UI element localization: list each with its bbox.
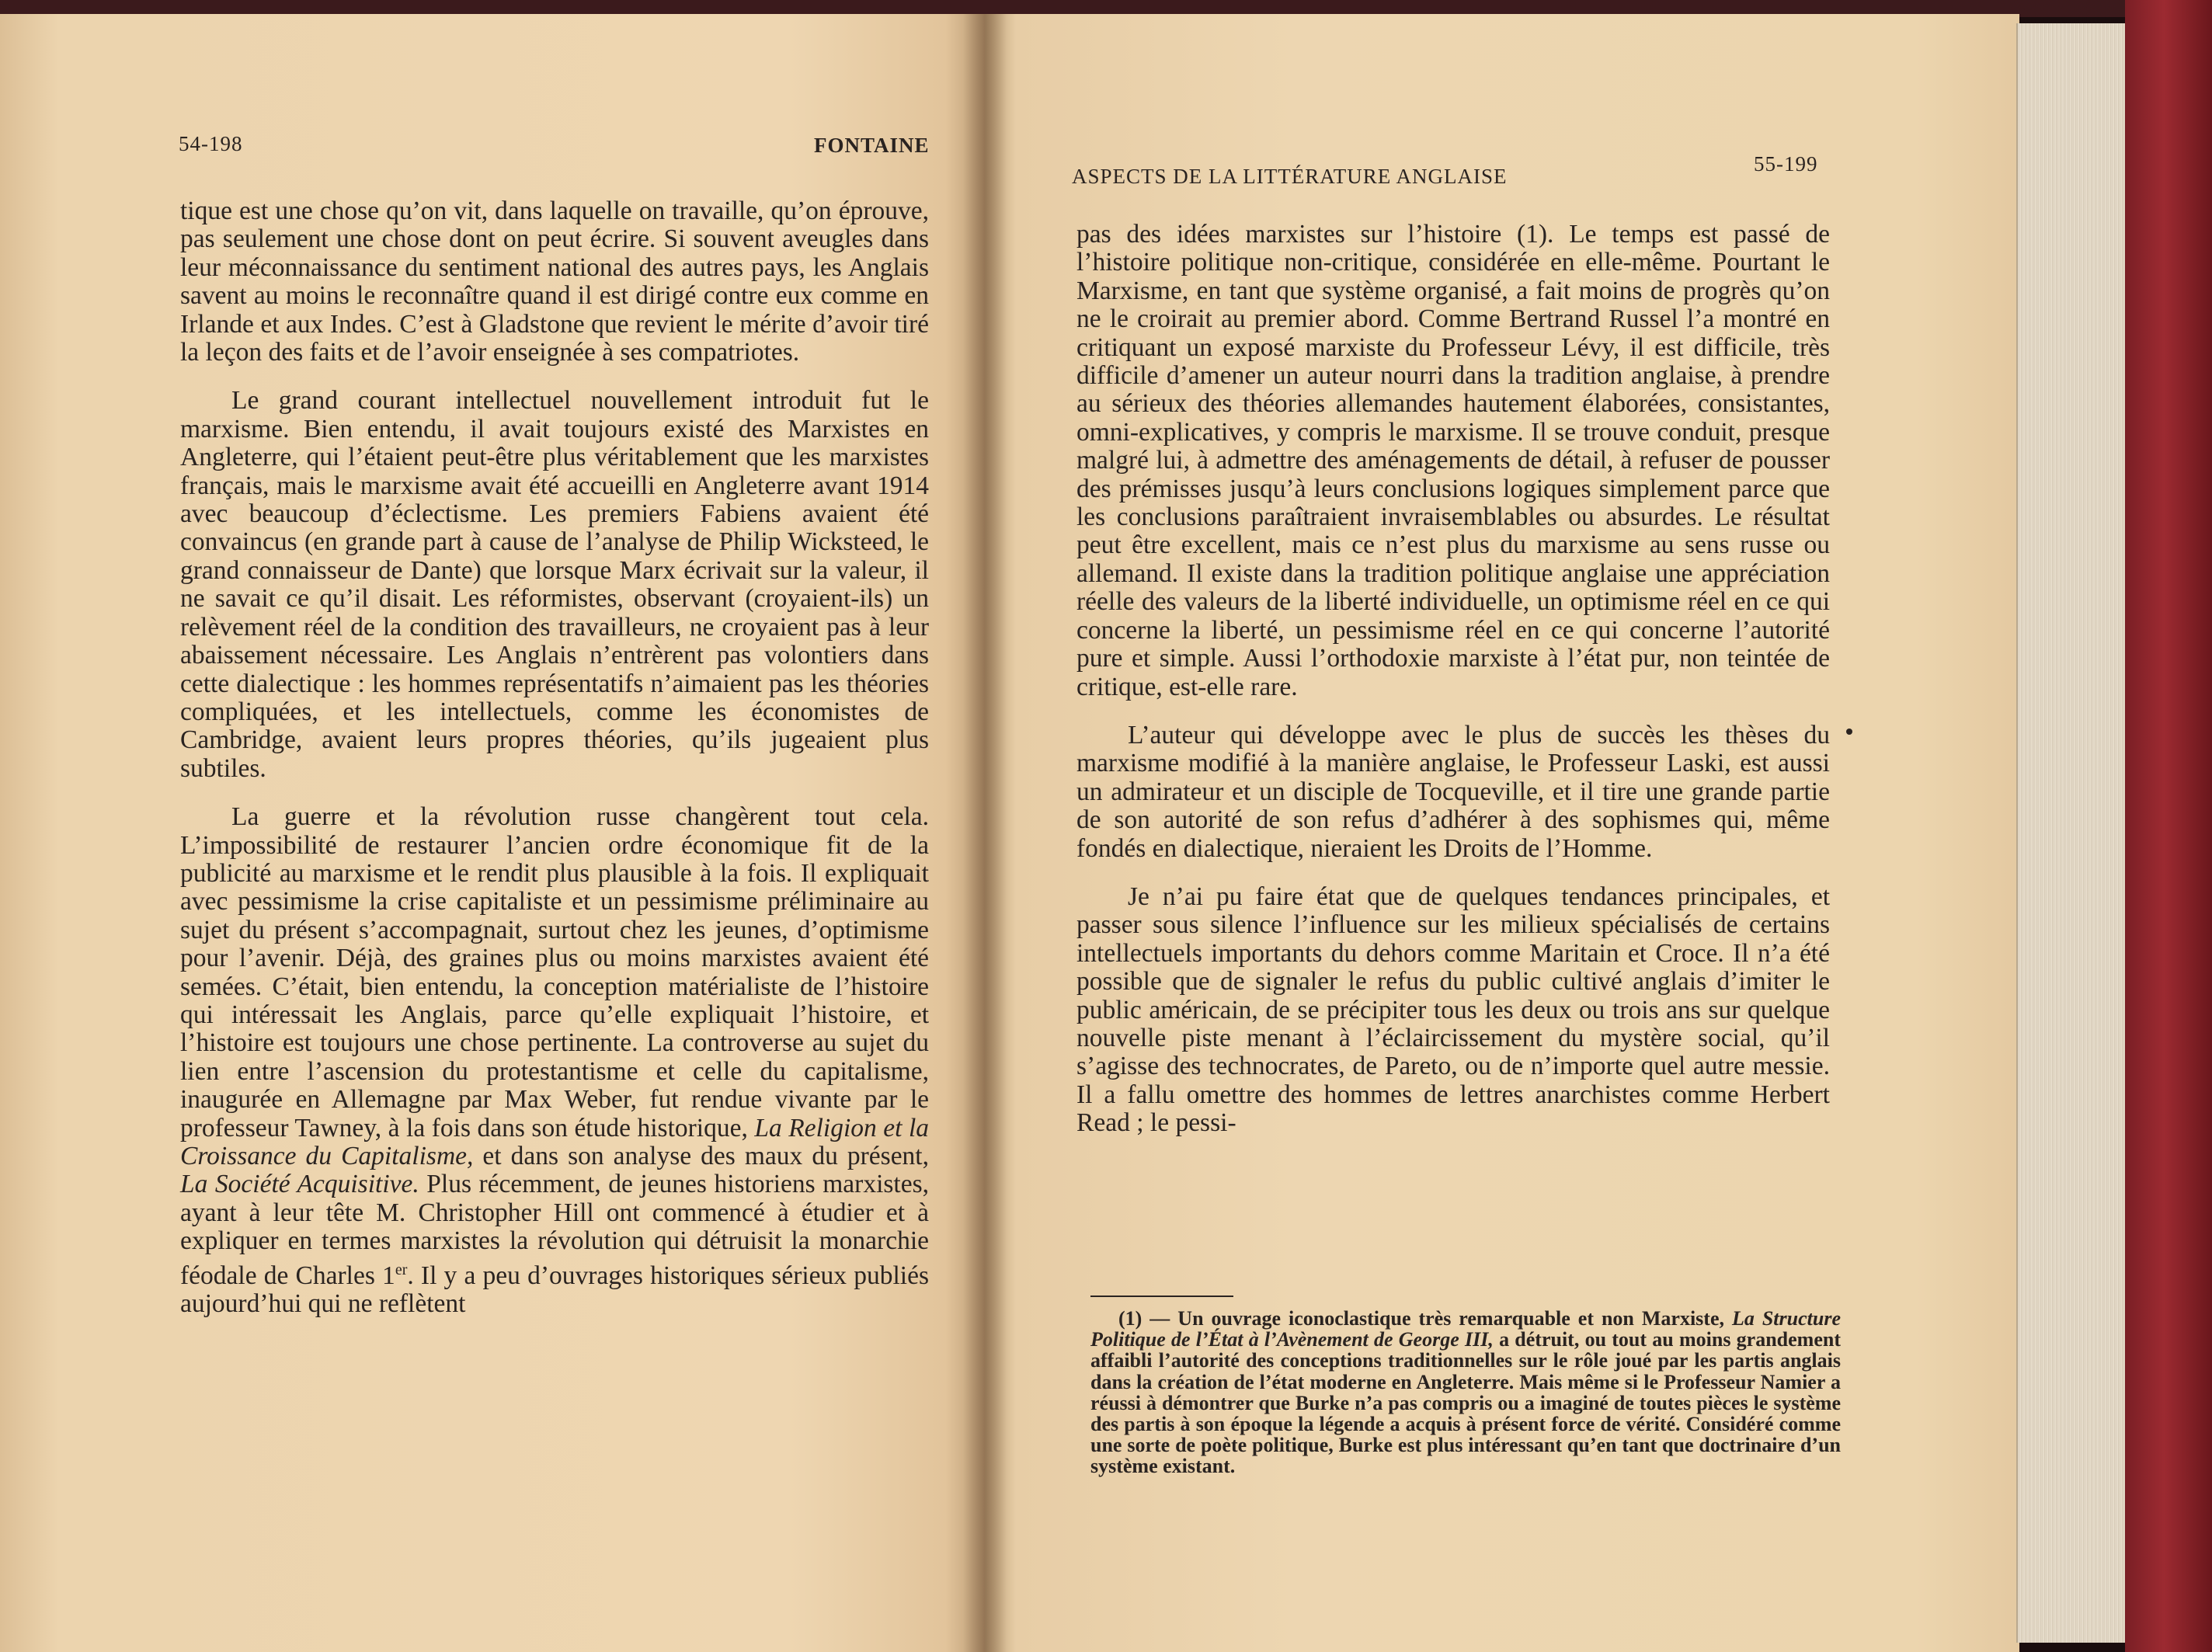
paragraph-text: Plus récemment, de jeunes historiens marxistes, ayant à leur tête M. Christopher Hill ont commencé à étudier et à expliquer en termes marxistes la révolution qui détruisit la monarchie féodale de Charles 1 <box>180 1170 929 1290</box>
footnote-rest: a détruit, ou tout au moins grandement affaibli l’autorité des conceptions traditionnelles sur le rôle joué par les partis anglais dans la création de l’état moderne en Angleterre. Mais même si le Professeur Namier a réussi à démontrer que Burke n’a pas compris ou a imaginé de toutes pièces le système des partis à son époque la légende a acquis à présent force de vérité. Considéré comme une sorte de poète politique, Burke est plus intéressant qu’en tant que doctrinaire d’un système existant. <box>1090 1328 1841 1478</box>
paragraph: pas des idées marxistes sur l’histoire (1). Le temps est passé de l’histoire politique non-critique, considérée en elle-même. Pourtant le Marxisme, en tant que système organisé, a fait moins de progrès qu’on ne le croirait au premier abord. Comme Bertrand Russel l’a montré en critiquant un exposé marxiste du Professeur Lévy, il est difficile, très difficile d’amener un auteur nourri dans la tradition anglaise, à prendre au sérieux des théories allemandes hautement élaborées, consistantes, omni-explicatives, y compris le marxisme. Il se trouve conduit, presque malgré lui, à admettre des aménagements de détail, à refuser de pousser des prémisses jusqu’à leurs conclusions logiques simplement parce que les conclusions paraîtraient invraisemblables ou absurdes. Le résultat peut être excellent, mais ce n’est plus du marxisme au sens russe ou allemand. Il existe dans la tradition politique anglaise une appréciation réelle des valeurs de la liberté individuelle, un optimisme réel en ce qui concerne la liberté, un pessimisme réel en ce qui concerne l’autorité pure et simple. Aussi l’orthodoxie marxiste à l’état pur, non teintée de critique, est-elle rare. <box>1076 220 1830 701</box>
footnote-text <box>1090 1308 1841 1477</box>
right-page-number: 55-199 <box>1754 152 1818 176</box>
paragraph: Je n’ai pu faire état que de quelques tendances principales, et passer sous silence l’influence sur les milieux spécialisés de certains intellectuels importants du dehors comme Maritain et Croce. Il n’a été possible que de signaler le refus du public cultivé anglais d’imiter le public américain, de se précipiter tous les deux ou trois ans sur quelque nouvelle piste menant à l’éclaircissement du mystère social, qu’il s’agisse des technocrates, de Pareto, ou de n’importe quel autre messie. Il a fallu omettre des hommes de lettres anarchistes comme Herbert Read ; le pessi- <box>1076 882 1830 1138</box>
footnote-rule <box>1090 1296 1233 1297</box>
left-page-number: 54-198 <box>179 132 243 155</box>
paragraph: L’auteur qui développe avec le plus de succès les thèses du marxisme modifié à la manière anglaise, le Professeur Laski, est aussi un admirateur et un disciple de Tocqueville, et il tire une grande partie de son autorité de son refus d’adhérer à des sophismes qui, même fondés en dialectique, nieraient les Droits de l’Homme. <box>1076 720 1830 863</box>
paragraph <box>180 803 929 1318</box>
footnote-prefix: (1) — Un ouvrage iconoclastique très remarquable et non Marxiste, <box>1118 1307 1732 1330</box>
book-title-religion: La Religion et la Croissance du Capitalisme, <box>180 1113 930 1170</box>
left-body-text <box>180 197 929 1319</box>
paragraph-text: . Il y a peu d’ouvrages historiques sérieux publiés aujourd’hui qui ne reflètent <box>180 1261 929 1319</box>
paragraph-text: La guerre et la révolution russe changèrent tout cela. L’impossibilité de restaurer l’ancien ordre économique fit de la publicité au marxisme et le rendit plus plausible à la fois. Il expliquait avec pessimisme la crise capitaliste et un pessimisme préliminaire au sujet du présent s’accompagnait, surtout chez les jeunes, d’optimisme pour l’avenir. Déjà, des graines plus ou moins marxistes avaient été semées. C’était, bien entendu, la conception matérialiste de l’histoire qui intéressait les Anglais, parce qu’elle expliquait l’histoire, et l’histoire est toujours une chose pertinente. La controverse au sujet du lien entre l’ascension du protestantisme et celle du capitalisme, inaugurée en Allemagne par Max Weber, fut rendue vivante par le professeur Tawney, à la fois dans son étude historique, <box>180 802 929 1142</box>
paragraph-text: et dans son analyse des maux du présent, <box>473 1142 929 1170</box>
footnote <box>1090 1308 1841 1477</box>
right-body-text <box>1076 221 1830 1138</box>
paragraph: Le grand courant intellectuel nouvellement introduit fut le marxisme. Bien entendu, il avait toujours existé des Marxistes en Angleterre, qui l’étaient peut-être plus véritablement que les marxistes français, mais le marxisme avait été accueilli en Angleterre avant 1914 avec beaucoup d’éclectisme. Les premiers Fabiens avaient été convaincus (en grande part à cause de l’analyse de Philip Wicksteed, le grand connaisseur de Dante) que lorsque Marx écrivait sur la valeur, il ne savait ce qu’il disait. Les réformistes, observant (croyaient-ils) un relèvement réel de la condition des travailleurs, ne croyaient pas à leur abaissement nécessaire. Les Anglais n’entrèrent pas volontiers dans cette dialectique : les hommes représentatifs n’aimaient pas les théories compliquées, et les intellectuels, comme les économistes de Cambridge, avaient leurs propres théories, qu’ils jugeaient plus subtiles. <box>180 386 929 783</box>
right-running-head: ASPECTS DE LA LITTÉRATURE ANGLAISE <box>1072 165 1508 188</box>
page-edges <box>2016 23 2127 1643</box>
superscript: er <box>395 1261 408 1278</box>
ink-dot <box>1846 729 1852 735</box>
book-gutter <box>963 14 1007 1652</box>
book-cover-edge <box>2125 0 2212 1652</box>
book-title-societe: La Société Acquisitive. <box>180 1170 419 1199</box>
paragraph: tique est une chose qu’on vit, dans laquelle on travaille, qu’on éprouve, pas seulement une chose dont on peut écrire. Si souvent aveugles dans leur méconnaissance du sentiment national des autres pays, les Anglais savent au moins le reconnaître quand il est dirigé contre eux comme en Irlande et aux Indes. C’est à Gladstone que revient le mérite d’avoir tiré la leçon des faits et de l’avoir enseignée à ses compatriotes. <box>180 197 929 367</box>
footnote-book-title: La Structure Politique de l’État à l’Avènement de George III, <box>1090 1307 1841 1351</box>
left-running-head: FONTAINE <box>814 134 930 157</box>
